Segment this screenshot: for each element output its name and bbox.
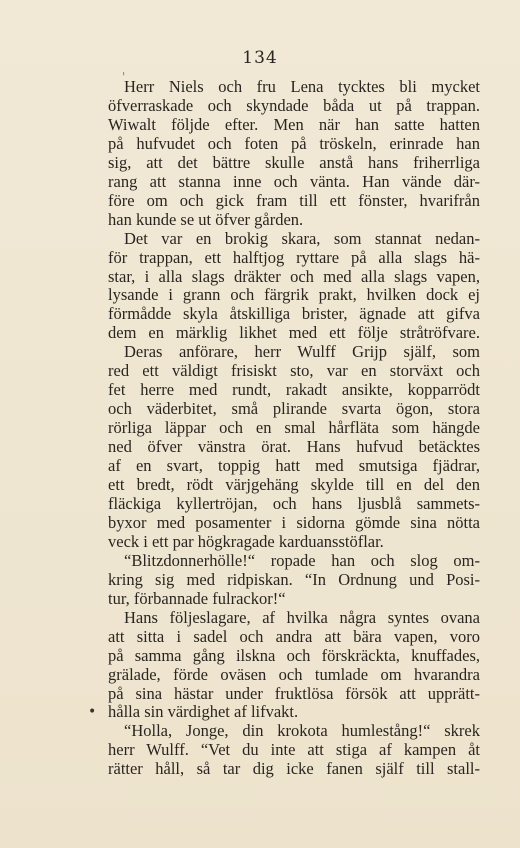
text-line: ned öfver vänstra örat. Hans hufvud betäcktes (108, 437, 480, 457)
text-line: veck i ett par högkragade karduansstöflar. (108, 531, 384, 551)
text-line: star, i alla slags dräkter och med alla slags vapen, (108, 266, 480, 286)
body-text (108, 78, 480, 779)
text-line: dem en märklig likhet med ett följe stråtröfvare. (108, 323, 480, 343)
text-line: rörliga läppar och en smal hårfläta som hängde (108, 418, 480, 438)
text-line: på samma gång ilskna och förskräckta, knuffades, (108, 645, 480, 665)
text-line: på hufvudet och foten på tröskeln, erinrade han (108, 133, 480, 153)
text-line: Hans följeslagare, af hvilka några syntes ovana (124, 607, 480, 627)
text-line: lysande i grann och färgrik prakt, hvilken dock ej (108, 285, 480, 305)
text-line: före om och gick fram till ett fönster, hvarifrån (108, 190, 480, 210)
text-line: fet herre med rundt, rakadt ansikte, kopparrödt (108, 380, 480, 400)
text-line: sig, att det bättre skulle anstå hans friherrliga (108, 152, 480, 172)
margin-tick-mark: ' (122, 70, 126, 84)
text-line: kring sig med ridpiskan. “In Ordnung und Posi- (108, 569, 480, 589)
text-line: han kunde se ut öfver gården. (108, 209, 304, 229)
text-line: öfverraskade och skyndade båda ut på trappan. (108, 95, 480, 115)
text-line: fläckiga kyllertröjan, och hans ljusblå sammets- (108, 493, 480, 513)
text-line: tur, förbannade fulrackor!“ (108, 588, 286, 608)
text-line: byxor med posamenter i sidorna gömde sina nötta (108, 512, 480, 532)
page-number: 134 (242, 48, 278, 68)
text-line: Wiwalt följde efter. Men när han satte hatten (108, 114, 480, 134)
text-line: Deras anförare, herr Wulff Grijp själf, som (124, 342, 480, 362)
text-line: “Holla, Jonge, din krokota humlestång!“ skrek (124, 721, 480, 741)
text-line: rang att stanna inne och vänta. Han vände där- (108, 171, 480, 191)
text-line: Herr Niels och fru Lena tycktes bli mycket (124, 77, 480, 96)
text-line: herr Wulff. “Vet du inte att stiga af kampen åt (108, 740, 480, 760)
text-line: rätter håll, så tar dig icke fanen själf till stall- (108, 759, 480, 779)
text-line: hålla sin värdighet af lifvakt. (108, 702, 299, 722)
text-line: förmådde skyla åtskilliga brister, ägnade att gifva (108, 304, 480, 324)
text-line: på sina hästar under fruktlösa försök att upprätt- (108, 683, 480, 703)
text-line: för trappan, ett halftjog ryttare på alla slags hä- (108, 247, 480, 267)
text-line: red ett väldigt frisiskt sto, var en storväxt och (108, 361, 480, 381)
text-line: ett bredt, rödt värjgehäng skylde till en del den (108, 475, 480, 495)
text-line: grälade, förde oväsen och tumlade om hvarandra (108, 664, 480, 684)
text-line: af en svart, toppig hatt med smutsiga fjädrar, (108, 456, 480, 476)
text-line: “Blitzdonnerhölle!“ ropade han och slog om- (124, 550, 480, 570)
text-line: och väderbitet, små plirande svarta ögon, stora (108, 399, 480, 419)
text-line: att sitta i sadel och andra att bära vapen, voro (108, 626, 480, 646)
margin-dot-mark: • (88, 704, 97, 720)
text-line: Det var en brokig skara, som stannat nedan- (124, 228, 480, 248)
